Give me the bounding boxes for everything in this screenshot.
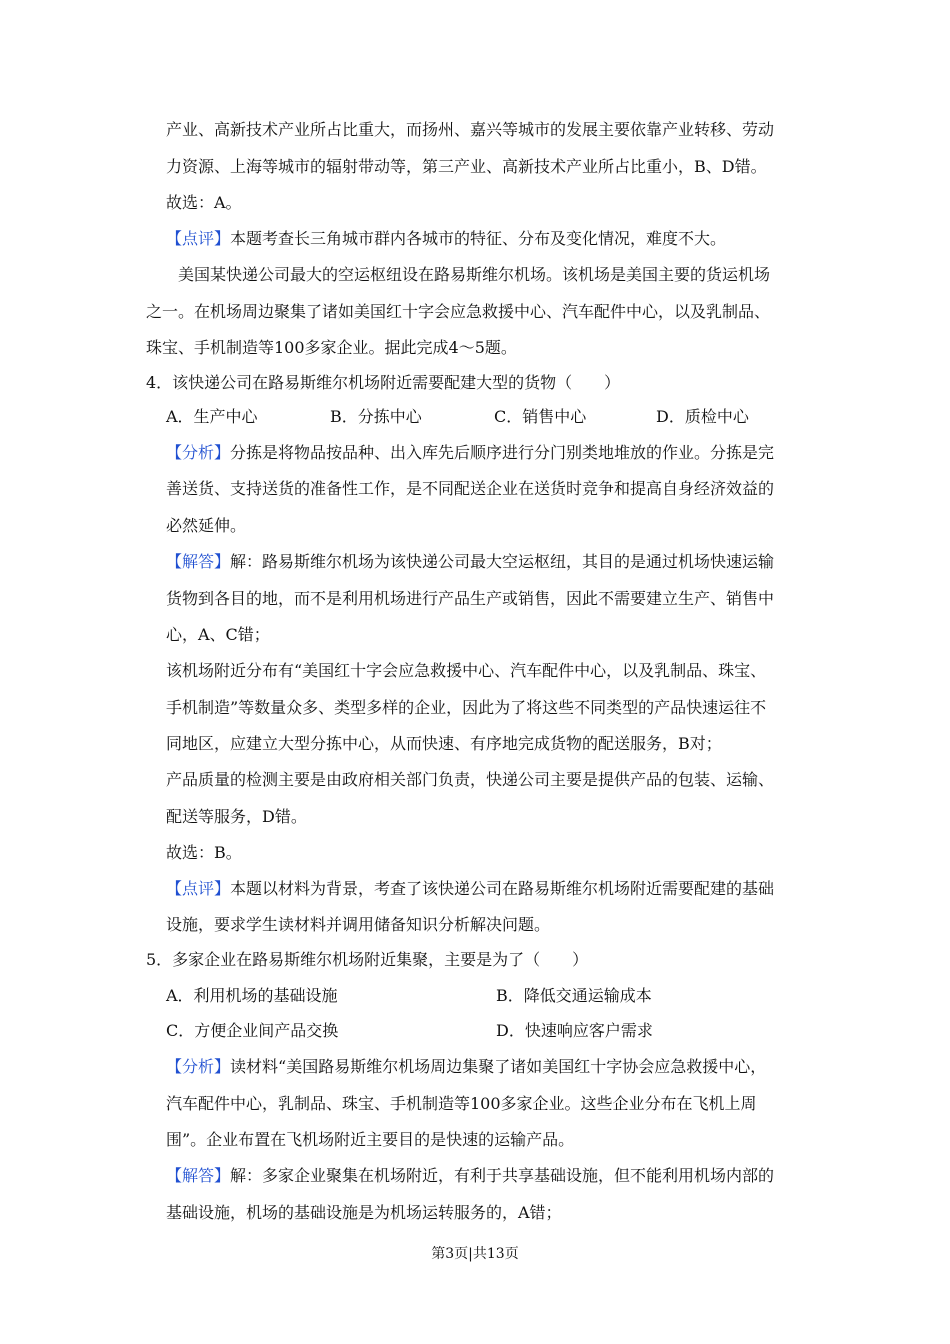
answer-tag: 【解答】 [166, 1166, 231, 1185]
q4-answer-line: 手机制造”等数量众多、类型多样的企业，因此为了将这些不同类型的产品快速运往不 [166, 698, 767, 717]
q5-option-b: B．降低交通运输成本 [496, 986, 652, 1005]
material-line: 美国某快递公司最大的空运枢纽设在路易斯维尔机场。该机场是美国主要的货运机场 [178, 265, 771, 284]
final-choice: 故选：A。 [166, 193, 242, 212]
q4-comment-line: 设施，要求学生读材料并调用储备知识分析解决问题。 [166, 915, 551, 934]
analysis-tag: 【分析】 [166, 1057, 231, 1076]
q4-analysis-line: 必然延伸。 [166, 516, 247, 535]
q4-answer-line: 产品质量的检测主要是由政府相关部门负责，快递公司主要是提供产品的包装、运输、 [166, 770, 775, 789]
text-line: 力资源、上海等城市的辐射带动等，第三产业、高新技术产业所占比重小，B、D错。 [166, 157, 767, 176]
text-line: 产业、高新技术产业所占比重大，而扬州、嘉兴等城市的发展主要依靠产业转移、劳动 [166, 120, 775, 139]
q4-comment-line: 【点评】本题以材料为背景，考查了该快递公司在路易斯维尔机场附近需要配建的基础 [166, 879, 775, 898]
answer-tag: 【解答】 [166, 552, 231, 571]
q4-option-d: D．质检中心 [656, 407, 749, 426]
q4-option-c: C．销售中心 [494, 407, 587, 426]
question-4-stem: 4．该快递公司在路易斯维尔机场附近需要配建大型的货物（ ） [146, 373, 621, 392]
material-line: 珠宝、手机制造等100多家企业。据此完成4～5题。 [146, 338, 517, 357]
q4-answer-line: 配送等服务，D错。 [166, 807, 307, 826]
comment-tag: 【点评】 [166, 229, 231, 248]
q5-option-d: D．快速响应客户需求 [496, 1021, 653, 1040]
q4-option-b: B．分拣中心 [330, 407, 422, 426]
q5-analysis-line: 围”。企业布置在飞机场附近主要目的是快速的运输产品。 [166, 1130, 575, 1149]
q5-answer-line: 【解答】解：多家企业聚集在机场附近，有利于共享基础设施，但不能利用机场内部的 [166, 1166, 775, 1185]
comment-line [166, 229, 726, 249]
q4-answer-line: 【解答】解：路易斯维尔机场为该快递公司最大空运枢纽，其目的是通过机场快速运输 [166, 552, 775, 571]
comment-text: 本题考查长三角城市群内各城市的特征、分布及变化情况，难度不大。 [230, 229, 727, 248]
q4-analysis-line: 【分析】分拣是将物品按品种、出入库先后顺序进行分门别类地堆放的作业。分拣是完 [166, 443, 775, 462]
material-line: 之一。在机场周边聚集了诸如美国红十字会应急救援中心、汽车配件中心，以及乳制品、 [146, 302, 771, 321]
analysis-tag: 【分析】 [166, 443, 231, 462]
q5-option-a: A．利用机场的基础设施 [166, 986, 338, 1005]
question-5-stem: 5．多家企业在路易斯维尔机场附近集聚，主要是为了（ ） [146, 950, 589, 969]
q4-option-a: A．生产中心 [166, 407, 258, 426]
q4-answer-line: 该机场附近分布有“美国红十字会应急救援中心、汽车配件中心，以及乳制品、珠宝、 [166, 661, 767, 680]
comment-tag: 【点评】 [166, 879, 231, 898]
q5-answer-line: 基础设施，机场的基础设施是为机场运转服务的，A错； [166, 1203, 562, 1222]
q4-final-choice: 故选：B。 [166, 843, 242, 862]
q5-option-c: C．方便企业间产品交换 [166, 1021, 339, 1040]
q4-answer-line: 货物到各目的地，而不是利用机场进行产品生产或销售，因此不需要建立生产、销售中 [166, 589, 775, 608]
q4-answer-line: 同地区，应建立大型分拣中心，从而快速、有序地完成货物的配送服务，B对； [166, 734, 722, 753]
page-footer: 第3页|共13页 [431, 1246, 519, 1262]
q4-analysis-line: 善送货、支持送货的准备性工作，是不同配送企业在送货时竞争和提高自身经济效益的 [166, 479, 775, 498]
q5-analysis-line: 汽车配件中心，乳制品、珠宝、手机制造等100多家企业。这些企业分布在飞机上周 [166, 1094, 757, 1113]
q5-analysis-line: 【分析】读材料“美国路易斯维尔机场周边集聚了诸如美国红十字协会应急救援中心， [166, 1057, 767, 1076]
q4-answer-line: 心，A、C错； [166, 625, 270, 644]
